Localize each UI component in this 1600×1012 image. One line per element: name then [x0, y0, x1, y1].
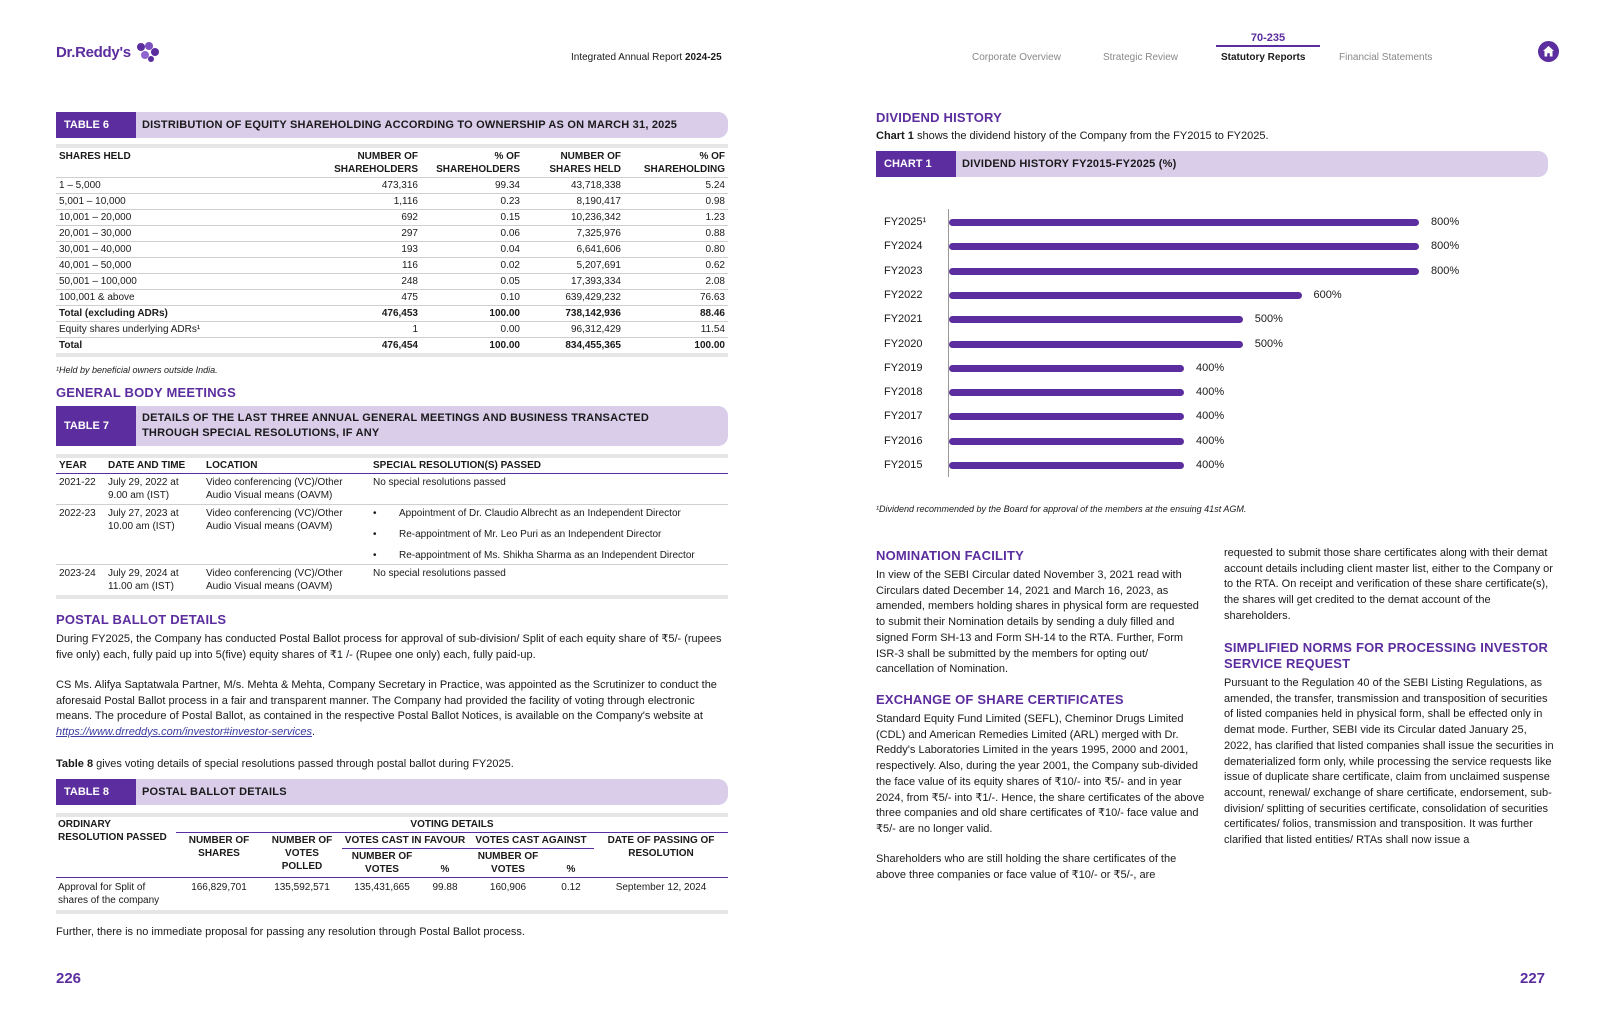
table8-header-pct: % — [566, 864, 576, 875]
chart-value-label: 400% — [1196, 361, 1225, 374]
cell: 193 — [321, 242, 421, 258]
cell: 99.88 — [432, 882, 458, 893]
table6-header: SHARES HELD — [59, 151, 131, 162]
cell: 20,001 – 30,000 — [56, 226, 321, 242]
cell: 6,641,606 — [523, 242, 624, 258]
cell: 1.23 — [624, 210, 728, 226]
cell: 475 — [321, 290, 421, 306]
cell: No special resolutions passed — [370, 565, 728, 598]
chart-value-label: 400% — [1196, 386, 1225, 399]
cell: 76.63 — [624, 290, 728, 306]
chart-value-label: 800% — [1431, 216, 1460, 228]
chart-row — [884, 361, 1584, 375]
table7-title — [136, 406, 655, 446]
cell: 160,906 — [489, 882, 527, 893]
cell: 96,312,429 — [523, 322, 624, 338]
dividend-chart — [884, 207, 1548, 477]
table-row — [56, 474, 728, 505]
cell: No special resolutions passed — [370, 474, 728, 505]
chart1-banner — [876, 151, 1548, 177]
table7-banner — [56, 406, 728, 446]
list-item: • Re-appointment of Mr. Leo Puri as an Independent Director — [373, 528, 725, 541]
chart-value-label: 400% — [1196, 434, 1225, 447]
cell: 248 — [321, 274, 421, 290]
exchange-heading: EXCHANGE OF SHARE CERTIFICATES — [876, 692, 1124, 707]
table-row-total — [56, 338, 728, 356]
cell: 100.00 — [624, 338, 728, 356]
chart-bar — [949, 316, 1243, 323]
simplified-norms-heading: SIMPLIFIED NORMS FOR PROCESSING INVESTOR SERVICE REQUEST — [1224, 640, 1549, 671]
chart-value-label: 800% — [1431, 264, 1460, 277]
cell: 0.88 — [624, 226, 728, 242]
gbm-heading: GENERAL BODY MEETINGS — [56, 385, 236, 400]
home-icon — [1542, 45, 1555, 58]
cell: 5,001 – 10,000 — [56, 194, 321, 210]
chart-category-label: FY2016 — [884, 434, 923, 447]
chart1-title: DIVIDEND HISTORY FY2015-FY2025 (%) — [962, 157, 1177, 170]
chart-value-label: 600% — [1313, 288, 1342, 301]
report-title-text: Integrated Annual Report — [571, 52, 683, 63]
cell: 116 — [321, 258, 421, 274]
postal-para1: During FY2025, the Company has conducted Postal Ballot process for approval of sub-division/ Split of each equity share of ₹5/- (rupees five only) each, fully paid up into 5(five) equity shares of ₹1 /- (Rupee one only) each, fully paid-up. — [56, 633, 722, 661]
table-row — [56, 194, 728, 210]
chart-bar — [949, 413, 1184, 420]
cell: 2.08 — [624, 274, 728, 290]
cell: Approval for Split of shares of the company — [58, 882, 160, 906]
cell: July 29, 2024 at 11.00 am (IST) — [105, 565, 203, 598]
table-row — [56, 258, 728, 274]
table8-banner — [56, 779, 728, 805]
cell: 473,316 — [321, 178, 421, 194]
cell: 166,829,701 — [191, 882, 247, 893]
exchange-para1: Standard Equity Fund Limited (SEFL), Cheminor Drugs Limited (CDL) and American Remedies Limited (ARL) merged with Dr. Reddy's Laboratories Limited in the years 1995, 2000 and 2001, respectively. Also, during the year 2001, the Company sub-divided the face value of its equity shares of ₹10/- into ₹5/- and in year 2024, from ₹5/- into ₹1/-. Hence, the share certificates of the above three companies and old share certificates of ₹10/- face value and ₹5/- are no longer valid. — [876, 713, 1205, 835]
table-row — [56, 290, 728, 306]
cell: 11.54 — [624, 322, 728, 338]
chart-row — [884, 458, 1584, 472]
table6-header: NUMBER OF SHARES HELD — [549, 151, 621, 175]
dividend-heading: DIVIDEND HISTORY — [876, 110, 1002, 125]
cell: 0.02 — [421, 258, 523, 274]
cell: Video conferencing (VC)/Other Audio Visual means (OAVM) — [203, 565, 370, 598]
chart-value-label: 500% — [1254, 337, 1283, 350]
table6-header: % OF SHAREHOLDERS — [436, 151, 520, 175]
cell: 88.46 — [624, 306, 728, 322]
chart-row — [884, 312, 1584, 326]
nomination-text: In view of the SEBI Circular dated November 3, 2021 read with Circulars dated December 14, 2021 and March 16, 2023, as amended, members holding shares in physical form are requested to submit their Nomination details by sending a duly filled and signed Form SH-13 and Form SH-14 to the RTA. Further, Form ISR-3 shall be submitted by the members for opting out/ cancellation of Nomination. — [876, 569, 1199, 676]
chart-category-label: FY2020 — [884, 337, 923, 350]
cell: July 27, 2023 at 10.00 am (IST) — [105, 505, 203, 565]
chart-row — [884, 385, 1584, 399]
chart-bar — [949, 243, 1419, 250]
table8-title: POSTAL BALLOT DETAILS — [142, 785, 287, 798]
chart-bar — [949, 292, 1302, 299]
table6-footnote: ¹Held by beneficial owners outside India. — [56, 365, 218, 375]
cell — [370, 505, 728, 565]
table7-section — [56, 406, 728, 599]
chart-category-label: FY2018 — [884, 386, 923, 399]
resolution-list — [373, 507, 725, 562]
logo-mark-icon — [134, 41, 160, 63]
chart-bar — [949, 268, 1419, 275]
cell: 0.98 — [624, 194, 728, 210]
cell: 1 — [321, 322, 421, 338]
table-row — [56, 242, 728, 258]
chart-category-label: FY2022 — [884, 288, 923, 301]
chart-row — [884, 409, 1584, 423]
nav-statutory-reports[interactable]: Statutory Reports — [1221, 52, 1306, 63]
cell: Total — [56, 338, 321, 356]
table8-tag: TABLE 8 — [56, 779, 136, 805]
cell: 5,207,691 — [523, 258, 624, 274]
simplified-norms-text: Pursuant to the Regulation 40 of the SEBI Listing Regulations, as amended, the transfer, transmission and transposition of securities of listed companies held in physical form, shall be effected only in demat mode. Further, SEBI vide its Circular dated January 25, 2022, has clarified that listed companies shall issue the securities in dematerialized form only, while processing the service requests like issue of duplicate share certificate, claim from unclaimed suspense account, renewal/ exchange of share certificate, endorsement, sub-division/ splitting of securities certificate, consolidation of securities certificates/ folios, transmission and transposition. It was further clarified that listed entities/ RTAs shall now issue a — [1224, 677, 1554, 847]
nav-strategic-review[interactable]: Strategic Review — [1103, 52, 1179, 63]
chart-value-label: 400% — [1196, 459, 1225, 471]
nav-page-range: 70-235 — [1216, 32, 1320, 47]
nav-corporate-overview[interactable]: Corporate Overview — [972, 52, 1061, 63]
table7-title-line2: THROUGH SPECIAL RESOLUTIONS, IF ANY — [142, 427, 380, 439]
table8 — [56, 813, 728, 914]
cell: 692 — [321, 210, 421, 226]
table8-header-num-votes: NUMBER OF VOTES — [351, 851, 413, 875]
cell: 476,454 — [321, 338, 421, 356]
nav-financial-statements[interactable]: Financial Statements — [1339, 52, 1433, 63]
chart-bar — [949, 389, 1184, 396]
cell: July 29, 2022 at 9.00 am (IST) — [105, 474, 203, 505]
exchange-para2: Shareholders who are still holding the share certificates of the above three companies or face value of ₹10/- or ₹5/-, are — [876, 853, 1177, 881]
cell: Total (excluding ADRs) — [56, 306, 321, 322]
postal-closing: Further, there is no immediate proposal for passing any resolution through Postal Ballot process. — [56, 926, 525, 938]
table8-ref-bold: Table 8 — [56, 758, 94, 770]
logo-text: Dr.Reddy's — [56, 43, 131, 61]
table-row — [56, 878, 728, 913]
chart-value-label: 500% — [1254, 313, 1283, 326]
table7-header: YEAR — [56, 456, 105, 474]
chart1-footnote: ¹Dividend recommended by the Board for approval of the members at the ensuing 41st AGM. — [876, 504, 1247, 514]
chart-bar — [949, 341, 1243, 348]
cell: 0.10 — [421, 290, 523, 306]
table-row — [56, 210, 728, 226]
cell: 639,429,232 — [523, 290, 624, 306]
table8-header-ordinary: ORDINARY RESOLUTION PASSED — [58, 819, 167, 843]
list-item: • Appointment of Dr. Claudio Albrecht as an Independent Director — [373, 507, 725, 520]
report-title — [571, 52, 722, 63]
table7-header: DATE AND TIME — [105, 456, 203, 474]
company-logo[interactable] — [56, 41, 160, 63]
cell: 2022-23 — [56, 505, 105, 565]
cell: 135,431,665 — [354, 882, 410, 893]
postal-para2 — [56, 678, 728, 740]
cell: 100.00 — [421, 306, 523, 322]
table6 — [56, 144, 728, 357]
table8-header-shares: NUMBER OF SHARES — [188, 835, 250, 859]
cell: 0.00 — [421, 322, 523, 338]
report-year: 2024-25 — [684, 52, 722, 63]
home-button[interactable] — [1538, 41, 1559, 62]
chart-value-label: 800% — [1431, 240, 1460, 253]
cell: 297 — [321, 226, 421, 242]
chart-row — [884, 434, 1584, 448]
chart-row — [884, 264, 1584, 278]
exchange-continued: requested to submit those share certificates along with their demat account details including client master list, either to the Company or to the RTA. On receipt and verification of these share certificate(s), the shares will get credited to the demat account of the shareholders. — [1224, 547, 1553, 622]
table6-header: % OF SHAREHOLDING — [643, 151, 725, 175]
table7-title-line1: DETAILS OF THE LAST THREE ANNUAL GENERAL MEETINGS AND BUSINESS TRANSACTED — [142, 412, 649, 424]
table6-title: DISTRIBUTION OF EQUITY SHAREHOLDING ACCORDING TO OWNERSHIP AS ON MARCH 31, 2025 — [142, 118, 678, 131]
table-row — [56, 178, 728, 194]
table8-header-voting: VOTING DETAILS — [176, 815, 728, 833]
chart-row — [884, 215, 1584, 229]
cell: 1 – 5,000 — [56, 178, 321, 194]
chart-bar — [949, 438, 1184, 445]
chart-row — [884, 288, 1584, 302]
cell: 834,455,365 — [523, 338, 624, 356]
cell: September 12, 2024 — [615, 882, 707, 893]
table8-header-date: DATE OF PASSING OF RESOLUTION — [607, 835, 715, 859]
cell: 0.05 — [421, 274, 523, 290]
cell: Video conferencing (VC)/Other Audio Visual means (OAVM) — [203, 505, 370, 565]
dividend-intro — [876, 129, 1269, 145]
chart-category-label: FY2015 — [884, 459, 923, 471]
cell: 0.06 — [421, 226, 523, 242]
table7 — [56, 454, 728, 599]
dividend-intro-bold: Chart 1 — [876, 130, 914, 142]
table-row-total-excl-adrs — [56, 306, 728, 322]
chart-category-label: FY2025¹ — [884, 216, 927, 228]
cell: 10,001 – 20,000 — [56, 210, 321, 226]
cell: 0.15 — [421, 210, 523, 226]
table8-ref-text: gives voting details of special resolutions passed through postal ballot during FY2025. — [93, 758, 514, 770]
period: . — [311, 725, 316, 738]
chart-bar — [949, 365, 1184, 372]
cell: 5.24 — [624, 178, 728, 194]
cell: 100.00 — [421, 338, 523, 356]
cell: 0.62 — [624, 258, 728, 274]
nomination-heading: NOMINATION FACILITY — [876, 548, 1024, 563]
cell: 2023-24 — [56, 565, 105, 598]
cell: 17,393,334 — [523, 274, 624, 290]
cell: 738,142,936 — [523, 306, 624, 322]
table7-header: SPECIAL RESOLUTION(S) PASSED — [370, 456, 728, 474]
table8-section — [56, 779, 728, 914]
chart-category-label: FY2023 — [884, 264, 923, 277]
table-row — [56, 322, 728, 338]
page-number-right: 227 — [1520, 970, 1546, 987]
cell: 99.34 — [421, 178, 523, 194]
cell: 43,718,338 — [523, 178, 624, 194]
table7-header: LOCATION — [203, 456, 370, 474]
chart-category-label: FY2017 — [884, 410, 923, 423]
cell: 30,001 – 40,000 — [56, 242, 321, 258]
cell: 10,236,342 — [523, 210, 624, 226]
table6-tag: TABLE 6 — [56, 112, 136, 138]
chart-row — [884, 239, 1584, 253]
table-row — [56, 565, 728, 598]
cell: 40,001 – 50,000 — [56, 258, 321, 274]
cell: 2021-22 — [56, 474, 105, 505]
cell: 476,453 — [321, 306, 421, 322]
table7-tag: TABLE 7 — [56, 406, 136, 446]
cell: 0.80 — [624, 242, 728, 258]
table8-header-against: VOTES CAST AGAINST — [468, 833, 594, 849]
cell: 0.04 — [421, 242, 523, 258]
table-row — [56, 274, 728, 290]
postal-heading: POSTAL BALLOT DETAILS — [56, 612, 227, 627]
cell: 0.23 — [421, 194, 523, 210]
table8-header-polled: NUMBER OF VOTES POLLED — [271, 835, 333, 872]
table6-banner — [56, 112, 728, 138]
table8-header-num-votes: NUMBER OF VOTES — [477, 851, 539, 875]
chart-row — [884, 337, 1584, 351]
chart-bar — [949, 462, 1184, 469]
chart-value-label: 400% — [1196, 410, 1225, 423]
dividend-intro-text: shows the dividend history of the Company from the FY2015 to FY2025. — [913, 130, 1269, 142]
table-row — [56, 226, 728, 242]
page-number-left: 226 — [56, 970, 82, 987]
postal-para2-text: CS Ms. Alifya Saptatwala Partner, M/s. Mehta & Mehta, Company Secretary in Practice, was appointed as the Scrutinizer to conduct the aforesaid Postal Ballot process in a fair and transparent manner. The Company had provided the facility of voting through electronic means. The procedure of Postal Ballot, as contained in the respective Postal Ballot Notices, is available on the Company's website at — [56, 679, 717, 722]
table6-header: NUMBER OF SHAREHOLDERS — [334, 151, 418, 175]
cell: 100,001 & above — [56, 290, 321, 306]
table-row — [56, 505, 728, 565]
cell: Video conferencing (VC)/Other Audio Visual means (OAVM) — [203, 474, 370, 505]
list-item: • Re-appointment of Ms. Shikha Sharma as an Independent Director — [373, 549, 725, 562]
table8-ref — [56, 757, 514, 773]
cell: 50,001 – 100,000 — [56, 274, 321, 290]
chart-category-label: FY2019 — [884, 361, 923, 374]
cell: Equity shares underlying ADRs¹ — [56, 322, 321, 338]
table6-section — [56, 112, 728, 375]
cell: 0.12 — [561, 882, 581, 893]
chart-category-label: FY2021 — [884, 313, 923, 326]
chart-category-label: FY2024 — [884, 240, 923, 253]
cell: 1,116 — [321, 194, 421, 210]
cell: 8,190,417 — [523, 194, 624, 210]
chart1-tag: CHART 1 — [876, 151, 956, 177]
investor-services-link[interactable]: https://www.drreddys.com/investor#investor-services — [56, 725, 312, 738]
table8-header-pct: % — [440, 864, 450, 875]
cell: 135,592,571 — [274, 882, 330, 893]
cell: 7,325,976 — [523, 226, 624, 242]
chart-bar — [949, 219, 1419, 226]
table8-header-favour: VOTES CAST IN FAVOUR — [342, 833, 468, 849]
